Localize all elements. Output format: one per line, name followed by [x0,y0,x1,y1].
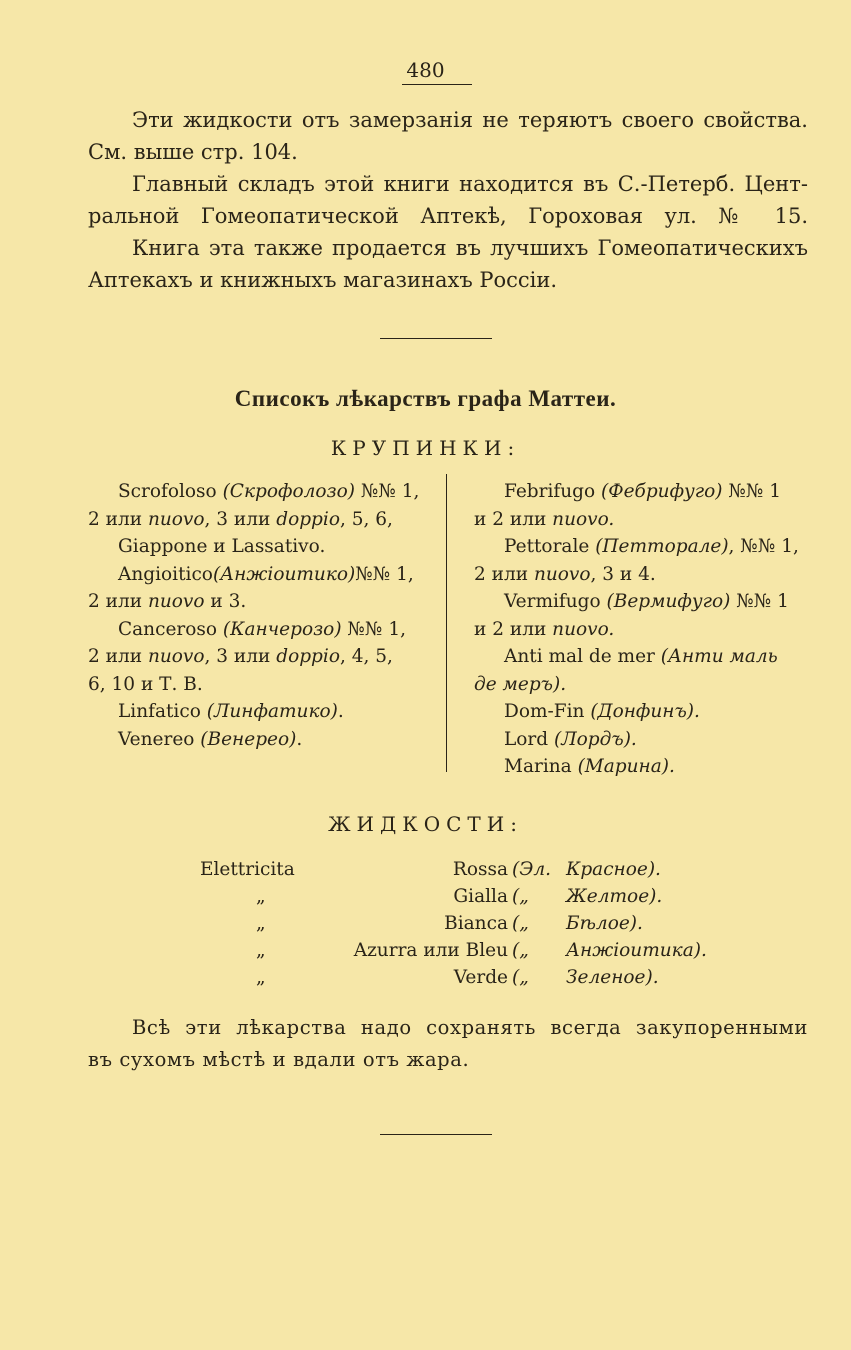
ditto-mark: „ [256,886,266,907]
section-divider [380,338,492,339]
medicine-line [88,478,428,506]
medicine-line [88,533,428,561]
medicine-text: nuovo. [552,508,615,530]
page-number: 480 [406,58,445,82]
medicine-line [474,643,814,671]
granules-left-column [88,478,428,753]
medicine-text: nuovo [533,563,591,585]
medicine-text: (Лордъ). [554,728,637,750]
medicine-text: и 2 или [474,508,553,530]
ditto-mark: „ [256,967,266,988]
medicine-text: Dom-Fin [504,701,591,722]
medicine-text: №№ 1, [341,618,406,640]
medicine-text: Lord [504,728,554,750]
liquid-name: Rossa [452,859,508,880]
liquid-translation: Желтое). [566,886,663,907]
medicine-text: , 3 и 4. [590,563,656,585]
ditto-mark: „ [256,913,266,934]
medicine-line [474,698,814,726]
medicine-text: doppio [276,646,340,667]
ditto-mark: „ [256,940,266,961]
medicine-line [88,643,428,671]
medicine-text: , 4, 5, [339,646,393,667]
medicine-text: , 3 или [204,646,277,667]
medicine-line [474,478,814,506]
medicine-text: (Фебрифуго) [601,481,723,502]
medicine-line [474,588,814,616]
medicine-line [474,506,814,534]
medicine-text: Giappone и Lassativo. [118,536,326,557]
medicine-text: Vermifugo [504,591,607,612]
medicine-line [474,533,814,561]
medicine-text: (Венерео) [200,728,297,750]
medicine-text: (Скрофолозо) [222,481,355,502]
footer-line: въ сухомъ мѣстѣ и вдали отъ жара. [88,1048,470,1071]
medicine-line [474,561,814,589]
granules-heading: КРУПИНКИ: [330,436,521,460]
medicine-text: и 2 или [474,618,553,640]
medicine-text: (Петторале) [595,536,729,557]
intro-line: ральной Гомеопатической Аптекѣ, Гороховая ул. № 15. [88,204,808,228]
medicine-text: (Анти маль [660,646,778,667]
medicine-text: №№ 1 [730,591,789,612]
liquid-translation: Бѣлое). [566,913,643,934]
footer-line: Всѣ эти лѣкарства надо сохранять всегда закупоренными [132,1016,808,1039]
medicine-line [474,671,814,699]
medicine-text: (Линфатико) [206,701,338,722]
liquid-name: Bianca [444,913,508,934]
end-divider [380,1134,492,1135]
medicine-text: 6, 10 и Т. В. [88,673,203,695]
medicine-line [88,588,428,616]
medicine-text: . [296,728,303,750]
medicine-text: , 5, 6, [339,508,393,530]
page-number-underline [402,84,472,85]
medicine-line [474,616,814,644]
medicine-text: . [337,701,344,722]
medicine-text: Angioitico [118,563,213,585]
liquids-heading: ЖИДКОСТИ: [328,812,523,836]
liquid-translation: Красное). [566,859,661,880]
intro-line: См. выше стр. 104. [88,140,298,164]
liquid-paren: („ [512,940,529,961]
liquid-name: Verde [453,967,508,988]
granules-right-column [474,478,814,781]
medicine-line [88,561,428,589]
medicine-text: 2 или [88,508,148,530]
medicine-text: Canceroso [118,618,223,640]
liquid-paren: („ [512,886,529,907]
liquid-translation: Зеленое). [566,967,659,988]
medicine-text: (Вермифуго) [606,591,731,612]
medicine-text: 2 или [474,563,534,585]
medicine-text: Marina [504,756,578,777]
medicine-text: , 3 или [204,508,277,530]
medicine-line [88,726,428,754]
medicine-text: (Марина). [577,756,675,777]
medicine-text: №№ 1 [722,481,782,502]
liquid-translation: Анжіоитика). [566,940,707,961]
medicine-line [88,616,428,644]
medicine-line [88,698,428,726]
medicine-text: 2 или [88,646,148,667]
medicine-text: nuovo [147,508,205,530]
intro-line: Эти жидкости отъ замерзанія не теряютъ своего свойства. [132,108,808,132]
medicine-text: Venereo [118,728,201,750]
medicine-text: Febrifugo [504,481,601,502]
medicine-line [474,753,814,781]
medicine-text: nuovo [147,591,205,612]
medicine-text: де меръ). [474,673,567,695]
medicine-text: Scrofoloso [118,481,223,502]
column-divider [446,474,447,772]
liquid-paren: („ [512,913,529,934]
medicine-text: Linfatico [118,701,207,722]
intro-line: Книга эта также продается въ лучшихъ Гомеопатическихъ [132,236,808,260]
intro-text [88,104,808,296]
liquid-name: Gialla [453,886,508,907]
medicine-line [474,726,814,754]
intro-line: Главный складъ этой книги находится въ С.-Петерб. Цент- [132,172,808,196]
liquids-label: Elettricita [200,859,295,880]
medicine-line [88,671,428,699]
medicine-line [88,506,428,534]
medicine-text: (Канчерозо) [222,618,342,640]
medicine-text: nuovo. [552,618,615,640]
medicine-text: 2 или [88,591,148,612]
medicine-text: №№ 1, [355,563,414,585]
list-title: Списокъ лѣкарствъ графа Маттеи. [234,386,617,411]
medicine-text: (Анжіоитико) [212,563,356,585]
medicine-text: Pettorale [504,536,596,557]
medicine-text: , №№ 1, [728,536,799,557]
medicine-text: №№ 1, [354,481,420,502]
medicine-text: Anti mal de mer [504,646,661,667]
medicine-text: doppio [276,508,340,530]
medicine-text: (Донфинъ). [590,701,700,722]
liquid-name: Azurra или Bleu [353,940,508,961]
medicine-text: nuovo [147,646,205,667]
liquid-paren: („ [512,967,529,988]
liquid-paren: (Эл. [512,859,552,880]
intro-line: Аптекахъ и книжныхъ магазинахъ Россіи. [88,268,558,292]
medicine-text: и 3. [204,591,247,612]
footer-note [88,1012,808,1076]
